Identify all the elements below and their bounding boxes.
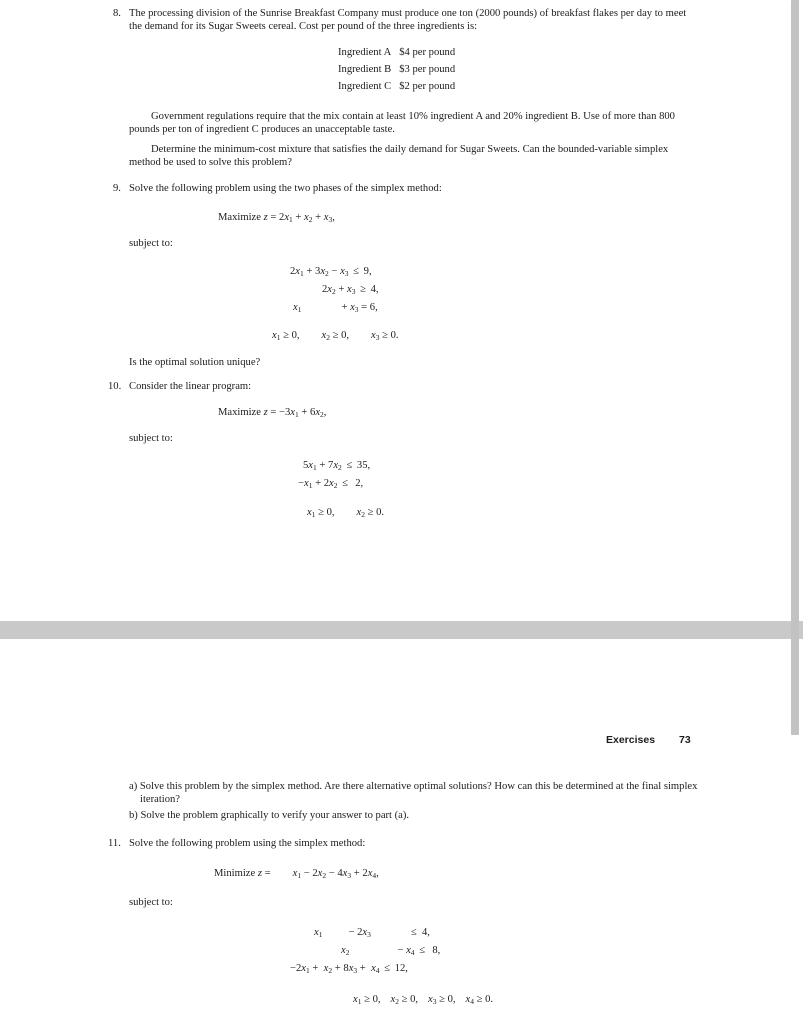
- running-header-title: Exercises: [606, 734, 656, 746]
- problem-9-subject-to: subject to:: [129, 238, 173, 249]
- problem-11-nonnegativity: $x_1 \ge 0$, $x_2 \ge 0$, $x_3 \ge 0$, $x_4 \ge 0$.: [353, 994, 494, 1006]
- problem-11-objective: Minimize $z = x_1 - 2x_2 - 4x_3 + 2x_4$,: [214, 868, 379, 880]
- problem-11-constraint-3: $-2x_1 + x_2 + 8x_3 + x_4 \le 12$,: [290, 963, 408, 975]
- page-number: 73: [679, 734, 691, 746]
- problem-9-constraint-2: $2x_2 + x_3 \ge 4$,: [322, 284, 379, 296]
- scrollbar-thumb[interactable]: [791, 0, 799, 735]
- problem-9-text: Solve the following problem using the two phases of the simplex method:: [129, 183, 442, 194]
- problem-10-constraint-1: $5x_1 + 7x_2 \le 35$,: [303, 460, 371, 472]
- problem-11-number: 11.: [108, 838, 121, 849]
- problem-10-number: 10.: [108, 381, 122, 392]
- problem-11-text: Solve the following problem using the simplex method:: [129, 838, 366, 849]
- problem-9-objective: Maximize $z = 2x_1 + x_2 + x_3$,: [218, 212, 335, 224]
- problem-9-constraint-3: $x_1 + x_3 = 6$,: [293, 302, 378, 314]
- ingredient-cost: $4 per pound: [399, 47, 456, 58]
- ingredient-name: Ingredient C: [338, 81, 392, 92]
- problem-11-constraint-1: $x_1 - 2x_3 \le 4$,: [314, 927, 430, 939]
- problem-10-subject-to: subject to:: [129, 433, 173, 444]
- ingredient-name: Ingredient B: [338, 64, 392, 75]
- problem-10-objective: Maximize $z = -3x_1 + 6x_2$,: [218, 407, 327, 419]
- problem-10-nonnegativity: $x_1 \ge 0$, $x_2 \ge 0$.: [307, 507, 385, 519]
- objective-label: Minimize: [214, 868, 256, 879]
- table-row: [338, 61, 463, 78]
- problem-10-text: Consider the linear program:: [129, 381, 252, 392]
- problem-9-nonnegativity: $x_1 \ge 0$, $x_2 \ge 0$, $x_3 \ge 0$.: [272, 330, 399, 342]
- problem-8-number: 8.: [113, 8, 121, 19]
- objective-label: Maximize: [218, 212, 261, 223]
- problem-9-number: 9.: [113, 183, 121, 194]
- ingredient-cost: $3 per pound: [399, 64, 456, 75]
- page-divider: [0, 621, 803, 639]
- problem-10-constraint-2: $-x_1 + 2x_2 \le 2$,: [298, 478, 364, 490]
- objective-label: Maximize: [218, 407, 261, 418]
- table-row: [338, 78, 463, 95]
- ingredient-cost-table: [338, 44, 463, 95]
- problem-8-question: Determine the minimum-cost mixture that satisfies the daily demand for Sugar Sweets. Can the bounded-variable simplex method be used to solve this problem?: [129, 144, 669, 169]
- ingredient-name: Ingredient A: [338, 47, 392, 58]
- problem-9-constraint-1: $2x_1 + 3x_2 - x_3 \le 9$,: [290, 266, 372, 278]
- problem-8-regulations: Government regulations require that the mix contain at least 10% ingredient A and 20% ingredient B. Use of more than 800 pounds per ton of ingredient C produces an unacceptable taste.: [129, 111, 675, 136]
- problem-8-text: The processing division of the Sunrise Breakfast Company must produce one ton (2000 pounds) of breakfast flakes per day to meet the demand for its Sugar Sweets cereal. Cost per pound of the three ingredients is:: [129, 8, 687, 33]
- part-a-text: a) Solve this problem by the simplex method. Are there alternative optimal solutions? How can this be determined at the final simplex iteration?: [129, 781, 698, 806]
- problem-11-subject-to: subject to:: [129, 897, 173, 908]
- problem-11-constraint-2: $x_2 - x_4 \le 8$,: [341, 945, 441, 957]
- problem-9-question: Is the optimal solution unique?: [129, 357, 261, 368]
- ingredient-cost: $2 per pound: [399, 81, 456, 92]
- part-b-text: b) Solve the problem graphically to verify your answer to part (a).: [129, 810, 410, 821]
- table-row: [338, 44, 463, 61]
- scrollbar-track[interactable]: [791, 0, 799, 735]
